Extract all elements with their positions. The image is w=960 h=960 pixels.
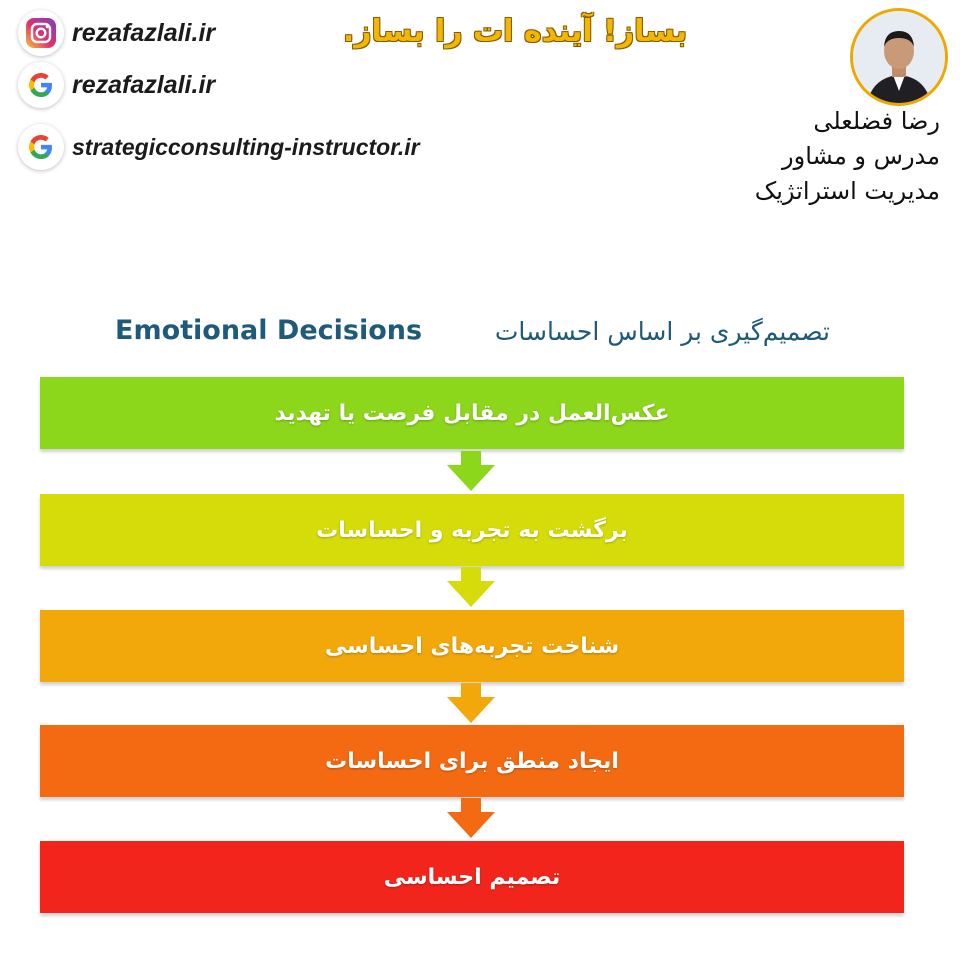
down-arrow-icon bbox=[447, 683, 495, 723]
down-arrow-icon bbox=[447, 567, 495, 607]
instagram-icon bbox=[18, 10, 64, 56]
avatar bbox=[850, 8, 948, 106]
author-info bbox=[680, 104, 940, 209]
title-persian: تصمیم‌گیری بر اساس احساسات bbox=[494, 317, 830, 346]
google-url-2[interactable]: strategicconsulting-instructor.ir bbox=[72, 133, 420, 160]
step-emotional-decision bbox=[40, 841, 904, 913]
step-label: عکس‌العمل در مقابل فرصت یا تهدید bbox=[274, 400, 670, 426]
google-link-row[interactable] bbox=[18, 62, 215, 108]
step-create-logic bbox=[40, 725, 904, 797]
tagline: بساز! آینده ات را بساز. bbox=[342, 14, 688, 49]
step-reaction bbox=[40, 377, 904, 449]
author-role-2: مدیریت استراتژیک bbox=[754, 177, 940, 205]
google-url-1[interactable]: rezafazlali.ir bbox=[72, 70, 216, 99]
step-label: شناخت تجربه‌های احساسی bbox=[324, 633, 620, 659]
step-label: تصمیم احساسی bbox=[383, 864, 561, 890]
instagram-url[interactable]: rezafazlali.ir bbox=[72, 18, 216, 47]
step-label: برگشت به تجربه و احساسات bbox=[316, 517, 628, 543]
down-arrow-icon bbox=[447, 798, 495, 838]
author-name: رضا فضلعلی bbox=[813, 107, 940, 135]
google-icon bbox=[18, 124, 64, 170]
step-label: ایجاد منطق برای احساسات bbox=[325, 748, 619, 774]
google-link-row-2[interactable] bbox=[18, 124, 420, 170]
step-recognize-emotional-experiences bbox=[40, 610, 904, 682]
diagram-title bbox=[0, 315, 960, 365]
header bbox=[0, 0, 960, 220]
step-return-to-experience bbox=[40, 494, 904, 566]
author-role-1: مدرس و مشاور bbox=[782, 142, 940, 170]
down-arrow-icon bbox=[447, 451, 495, 491]
google-icon bbox=[18, 62, 64, 108]
title-english: Emotional Decisions bbox=[115, 315, 423, 346]
instagram-link-row[interactable] bbox=[18, 10, 215, 56]
